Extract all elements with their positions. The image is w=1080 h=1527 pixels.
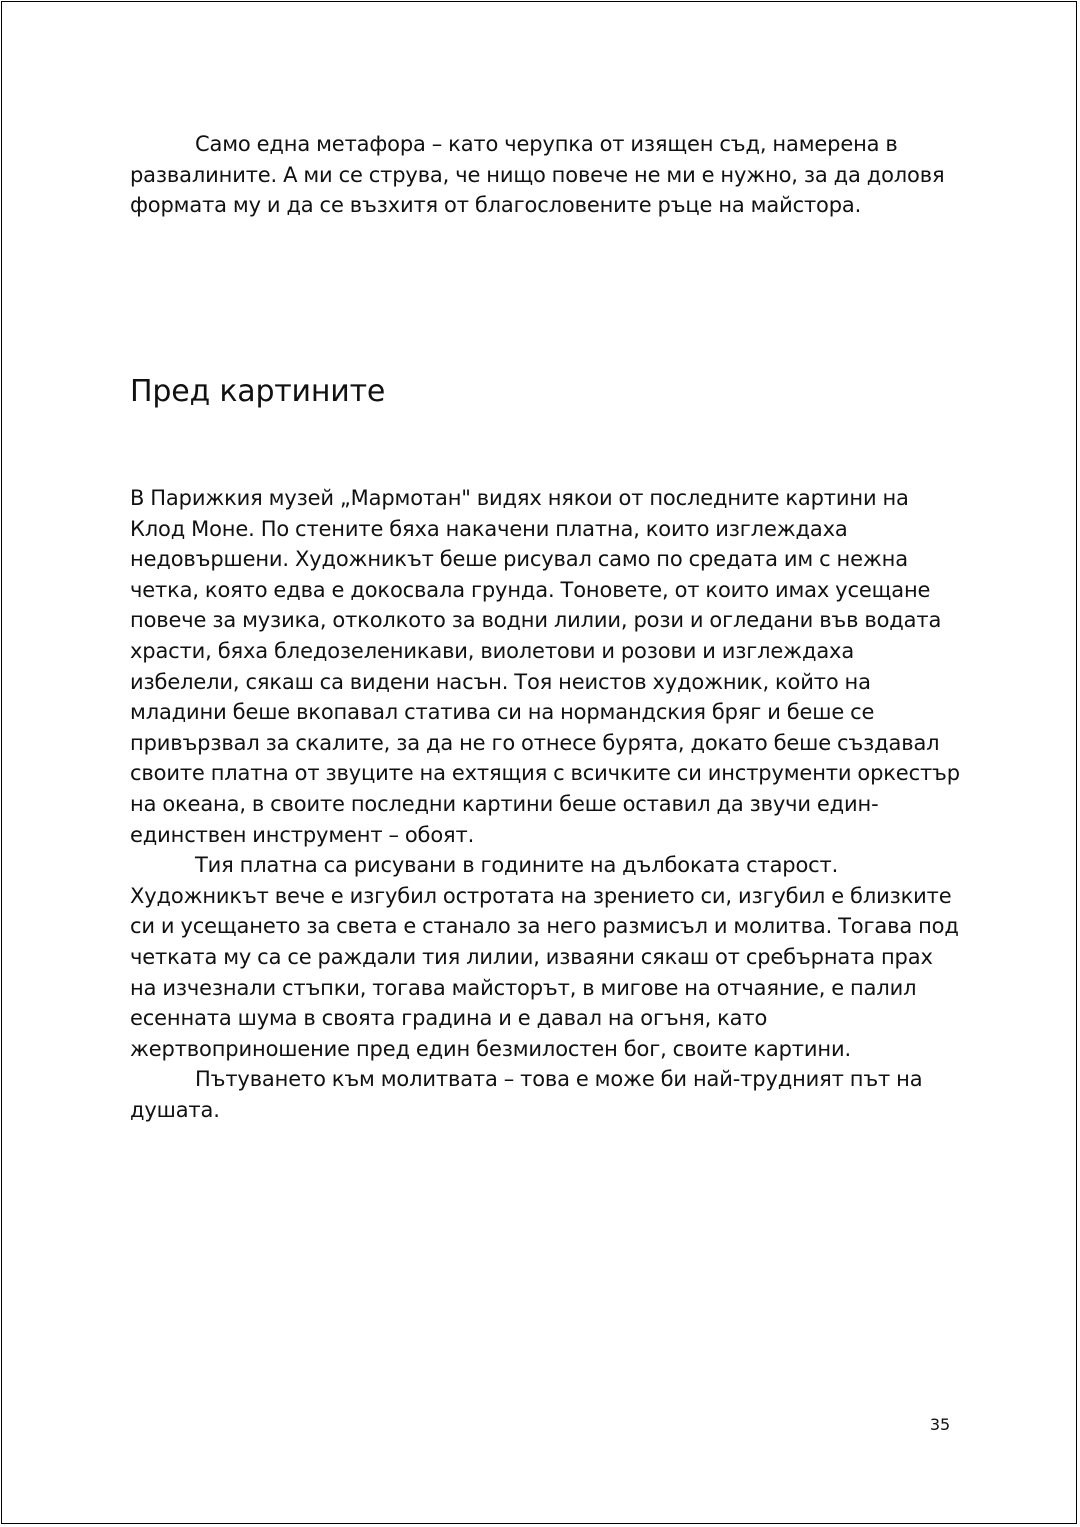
section-heading: Пред картините (130, 374, 386, 409)
body-paragraph-2: Тия платна са рисувани в годините на дълбоката старост. Художникът вече е изгубил остротата на зрението си, изгубил е близките си и усещането за света е станало за него размисъл и молитва. Тогава под четката му са се раждали тия лилии, изваяни сякаш от сребърната прах на изчезнали стъпки, тогава майсторът, в мигове на отчаяние, е палил есенната шума в своята градина и е давал на огъня, като жертвоприношение пред един безмилостен бог, своите картини. (130, 853, 959, 1061)
page-number: 35 (929, 1415, 951, 1434)
body-paragraph-3: Пътуването към молитвата – това е може би най-трудният път на душата. (130, 1067, 923, 1122)
section-body (130, 483, 960, 1125)
body-paragraph-1: В Парижкия музей „Мармотан" видях някои от последните картини на Клод Моне. По стените бяха накачени платна, които изглеждаха недовършени. Художникът беше рисувал само по средата им с нежна четка, която едва е докосвала грунда. Тоновете, от които имах усещане повече за музика, отколкото за водни лилии, рози и огледани във водата храсти, бяха бледозеленикави, виолетови и розови и изглеждаха избелели, сякаш са видени насън. Тоя неистов художник, който на младини беше вкопавал статива си на нормандския бряг и беше се привързвал за скалите, за да не го отнесе бурята, докато беше създавал своите платна от звуците на ехтящия с всичките си инструменти оркестър на океана, в своите последни картини беше оставил да звучи един-единствен инструмент – обоят. (130, 486, 960, 847)
intro-paragraph: Само една метафора – като черупка от изящен съд, намерена в развалините. А ми се струва, че нищо повече не ми е нужно, за да доловя формата му и да се възхитя от благословените ръце на майстора. (130, 132, 945, 218)
intro-section (130, 129, 960, 221)
